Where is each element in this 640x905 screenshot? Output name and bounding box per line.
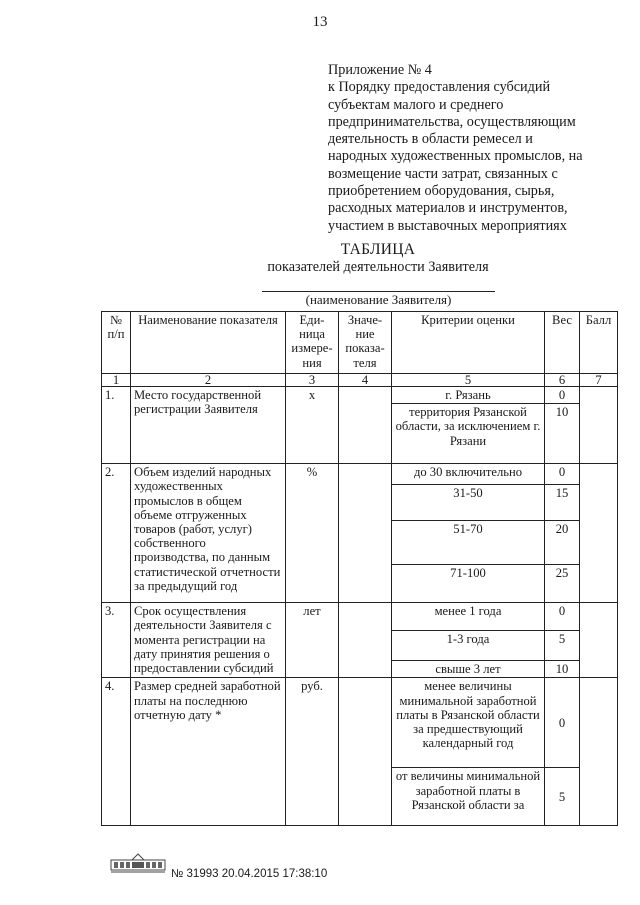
row-name: Место государственной регистрации Заявителя [131, 387, 286, 464]
appendix-line: Приложение № 4 [328, 62, 432, 78]
table-title: ТАБЛИЦА [340, 241, 416, 258]
col-number: 5 [392, 374, 545, 387]
row-score [580, 387, 618, 464]
row-unit: лет [286, 603, 339, 678]
row-value [339, 603, 392, 678]
header-num: № п/п [102, 312, 131, 374]
column-number-row [102, 374, 618, 387]
col-number: 6 [545, 374, 580, 387]
criterion-weight: 25 [545, 565, 580, 603]
header-score: Балл [580, 312, 618, 374]
criterion-weight: 10 [545, 404, 580, 464]
page-number: 13 [312, 14, 328, 30]
criterion: менее величины минимальной заработной платы в Рязанской области за предшествующий календарный год [392, 678, 545, 768]
appendix-header [328, 62, 628, 235]
criterion-weight: 20 [545, 521, 580, 565]
row-score [580, 678, 618, 826]
table-row [102, 678, 618, 768]
appendix-line: возмещение части затрат, связанных с [328, 165, 558, 182]
row-unit: % [286, 464, 339, 603]
header-value: Значе-ние показа-теля [339, 312, 392, 374]
table-row [102, 387, 618, 404]
col-number: 2 [131, 374, 286, 387]
col-number: 1 [102, 374, 131, 387]
criterion-weight: 0 [545, 603, 580, 631]
criterion-weight: 5 [545, 631, 580, 661]
col-number: 3 [286, 374, 339, 387]
criterion-weight: 10 [545, 661, 580, 678]
criterion: до 30 включительно [392, 464, 545, 485]
criterion: 51-70 [392, 521, 545, 565]
col-number: 4 [339, 374, 392, 387]
criterion: 31-50 [392, 485, 545, 521]
row-num: 1. [102, 387, 131, 464]
row-name: Срок осуществления деятельности Заявителя с момента регистрации на дату принятия решения о предоставлении субсидий [131, 603, 286, 678]
header-criteria: Критерии оценки [392, 312, 545, 374]
criterion: г. Рязань [392, 387, 545, 404]
criterion-weight: 0 [545, 387, 580, 404]
criterion-weight: 0 [545, 464, 580, 485]
row-score [580, 603, 618, 678]
appendix-line: субъектам малого и среднего [328, 96, 504, 113]
header-weight: Вес [545, 312, 580, 374]
row-unit: х [286, 387, 339, 464]
appendix-line: деятельность в области ремесел и [328, 131, 533, 148]
row-num: 2. [102, 464, 131, 603]
row-unit: руб. [286, 678, 339, 826]
table-row [102, 464, 618, 485]
appendix-line: расходных материалов и инструментов, [328, 200, 568, 217]
criterion: 1-3 года [392, 631, 545, 661]
table-row [102, 603, 618, 631]
applicant-caption: (наименование Заявителя) [305, 292, 452, 307]
row-score [580, 464, 618, 603]
header-name: Наименование показателя [131, 312, 286, 374]
col-number: 7 [580, 374, 618, 387]
appendix-line: народных художественных промыслов, на [328, 148, 583, 165]
table-header-row [102, 312, 618, 374]
row-name: Объем изделий народных художественных промыслов в общем объеме отгруженных товаров (работ, услуг) собственного производства, по данным статистической отчетности за предыдущий год [131, 464, 286, 603]
appendix-line: предпринимательства, осуществляющим [328, 113, 576, 130]
row-value [339, 464, 392, 603]
registry-logo-icon [110, 852, 166, 874]
criterion: от величины минимальной заработной платы в Рязанской области за [392, 768, 545, 826]
criterion-weight: 5 [545, 768, 580, 826]
row-name: Размер средней заработной платы на последнюю отчетную дату * [131, 678, 286, 826]
criterion-weight: 0 [545, 678, 580, 768]
criterion: территория Рязанской области, за исключением г. Рязани [392, 404, 545, 464]
criterion: 71-100 [392, 565, 545, 603]
row-num: 4. [102, 678, 131, 826]
appendix-line: участием в выставочных мероприятиях [328, 217, 567, 234]
table-subtitle: показателей деятельности Заявителя [267, 259, 489, 275]
criterion: менее 1 года [392, 603, 545, 631]
row-value [339, 678, 392, 826]
appendix-line: приобретением оборудования, сырья, [328, 183, 555, 200]
registration-stamp: № 31993 20.04.2015 17:38:10 [171, 868, 328, 880]
appendix-line: к Порядку предоставления субсидий [328, 79, 551, 96]
indicators-table [101, 311, 618, 826]
row-num: 3. [102, 603, 131, 678]
row-value [339, 387, 392, 464]
header-unit: Еди-ница измере-ния [286, 312, 339, 374]
criterion: свыше 3 лет [392, 661, 545, 678]
criterion-weight: 15 [545, 485, 580, 521]
